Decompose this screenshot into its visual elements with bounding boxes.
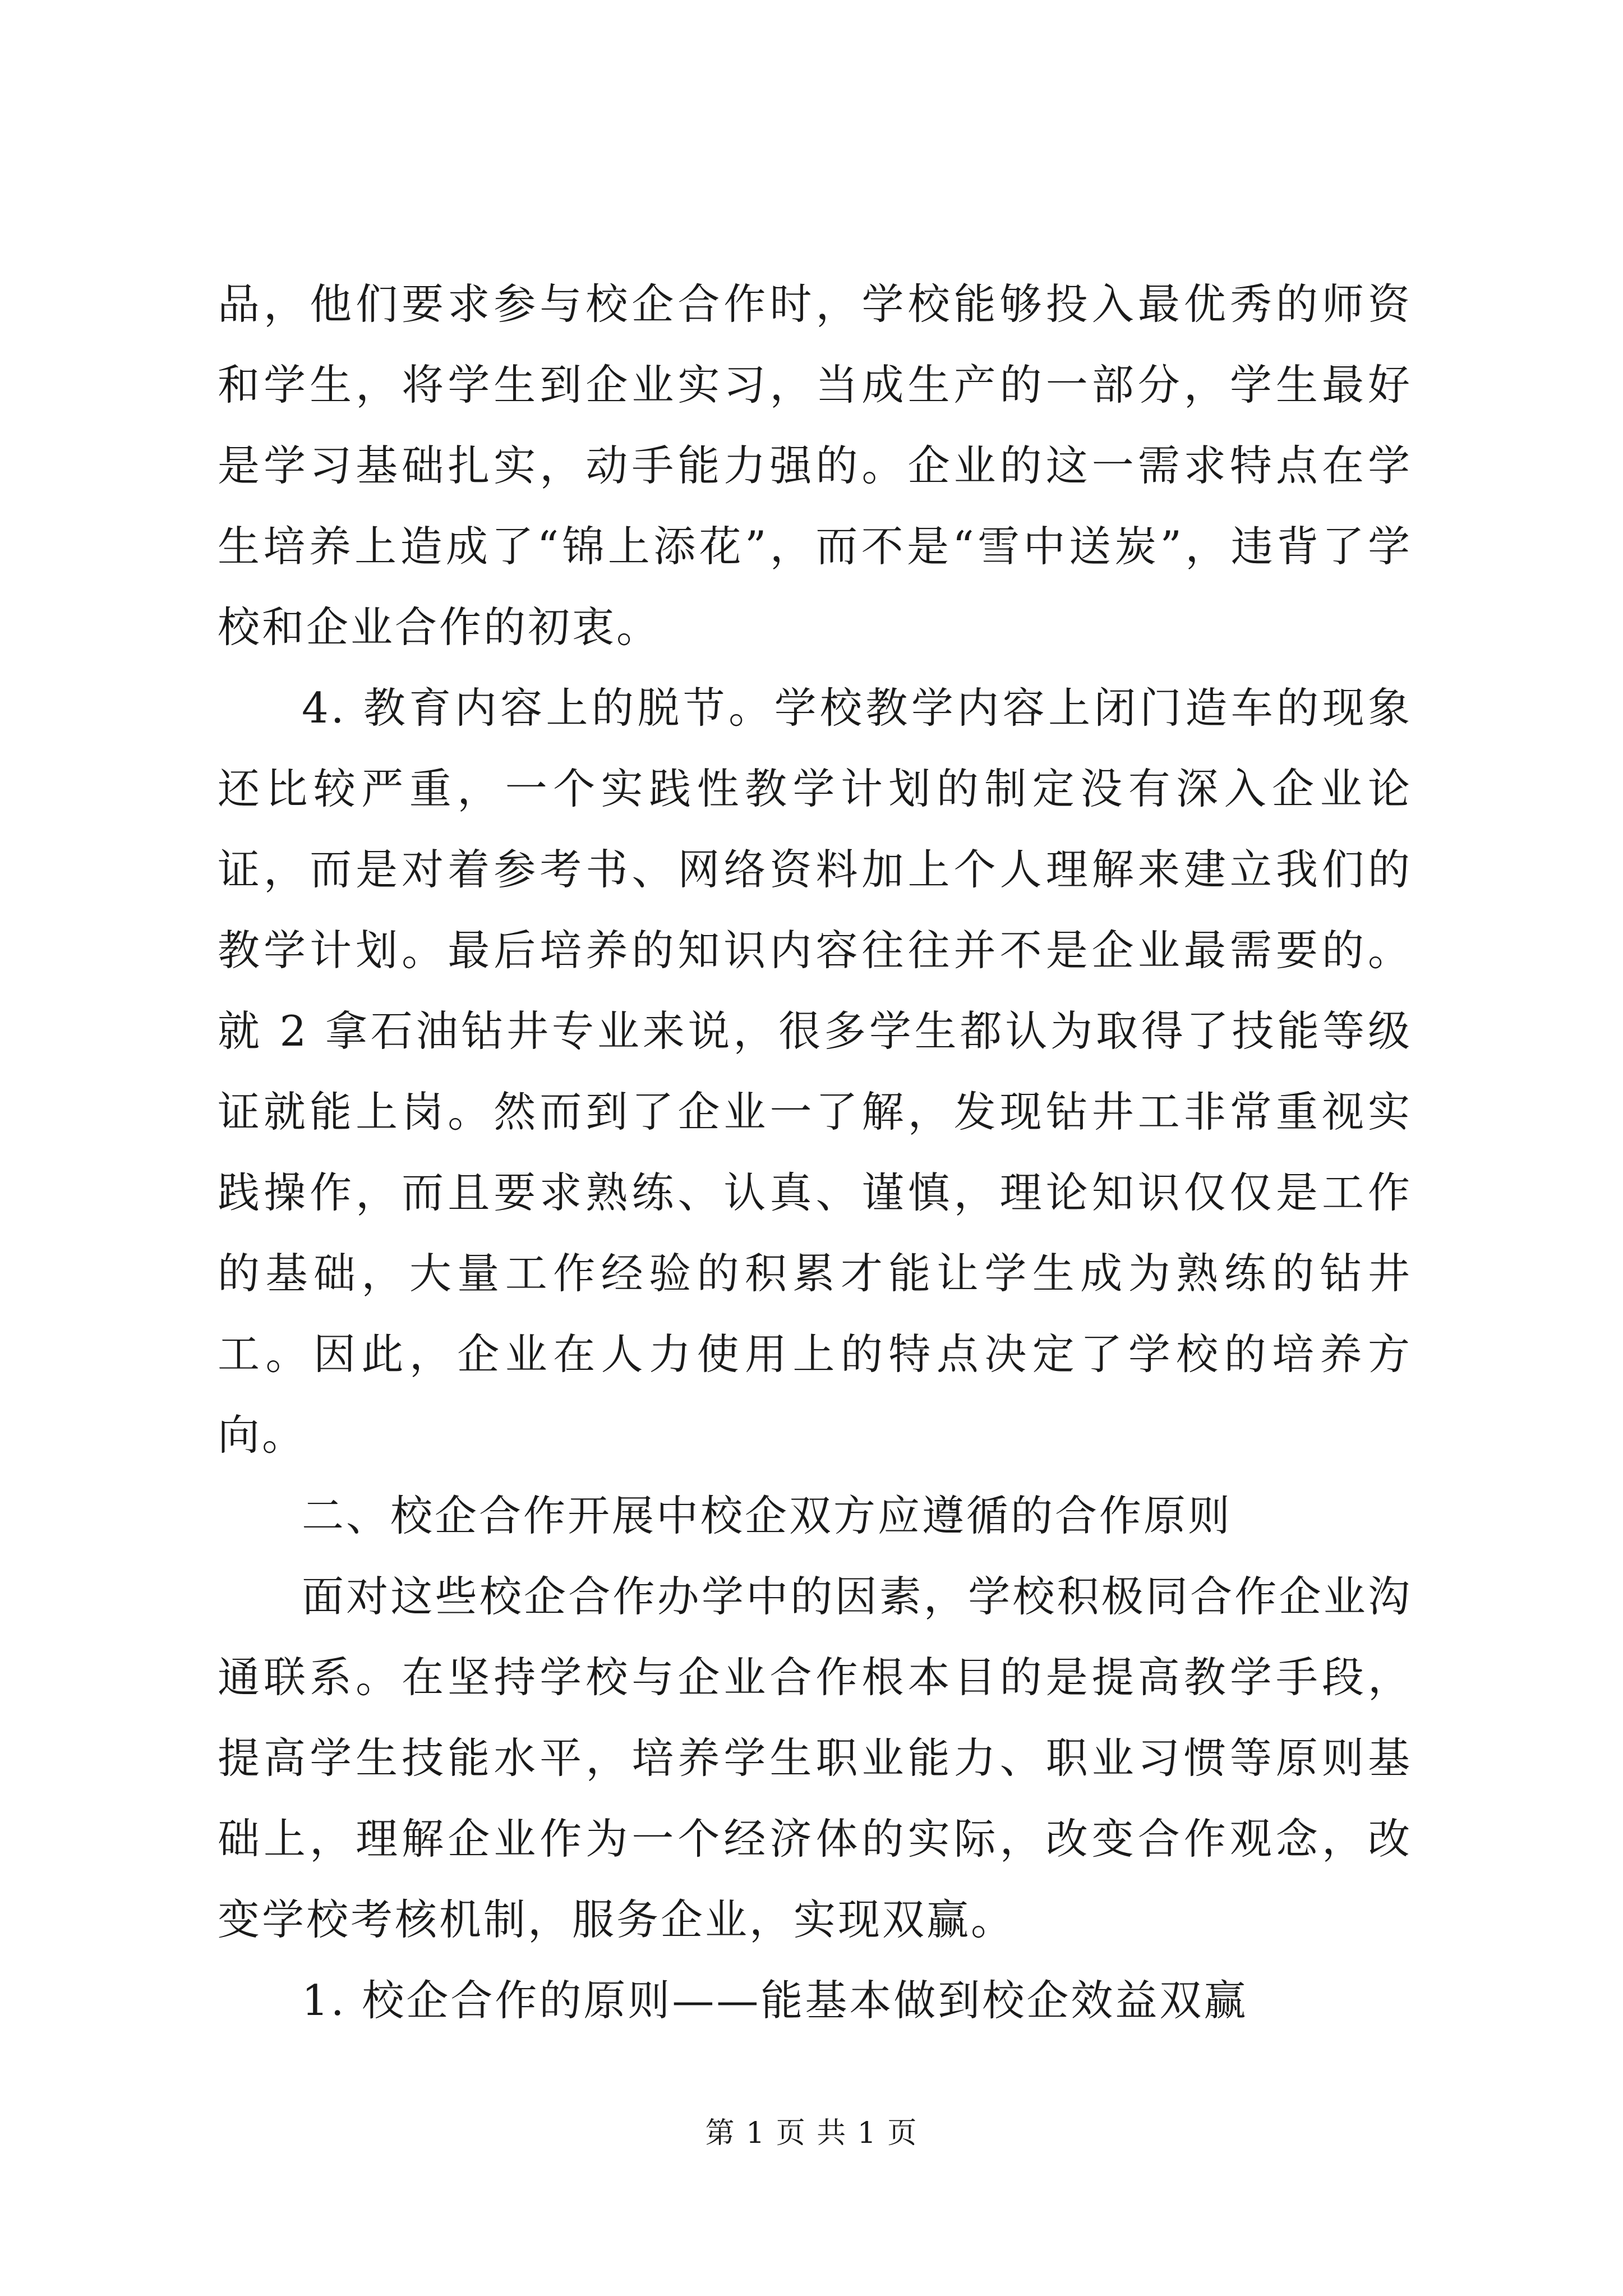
- section-heading-2: 二、校企合作开展中校企双方应遵循的合作原则: [302, 1491, 1233, 1540]
- paragraph-section-2-intro: 面对这些校企合作办学中的因素，学校积极同合作企业沟通联系。在坚持学校与企业合作根本目的是提高教学手段，提高学生技能水平，培养学生职业能力、职业习惯等原则基础上，理解企业作为一个经济体的实际，改变合作观念，改变学校考核机制，服务企业，实现双赢。: [218, 1572, 1412, 1944]
- page-footer: 第 1 页 共 1 页: [705, 2116, 918, 2150]
- paragraph-continuation: 品，他们要求参与校企合作时，学校能够投入最优秀的师资和学生，将学生到企业实习，当成生产的一部分，学生最好是学习基础扎实，动手能力强的。企业的这一需求特点在学生培养上造成了“锦上添花”，而不是“雪中送炭”，违背了学校和企业合作的初衷。: [218, 279, 1412, 652]
- subheading-item-1: 1. 校企合作的原则——能基本做到校企效益双赢: [302, 1976, 1248, 2025]
- paragraph-item-4: 4. 教育内容上的脱节。学校教学内容上闭门造车的现象还比较严重，一个实践性教学计划的制定没有深入企业论证，而是对着参考书、网络资料加上个人理解来建立我们的教学计划。最后培养的知识内容往往并不是企业最需要的。就 2 拿石油钻井专业来说，很多学生都认为取得了技能等级证就能上岗。然而到了企业一了解，发现钻井工非常重视实践操作，而且要求熟练、认真、谨慎，理论知识仅仅是工作的基础，大量工作经验的积累才能让学生成为熟练的钻井工。因此，企业在人力使用上的特点决定了学校的培养方向。: [218, 683, 1412, 1460]
- document-page: [218, 264, 1412, 2041]
